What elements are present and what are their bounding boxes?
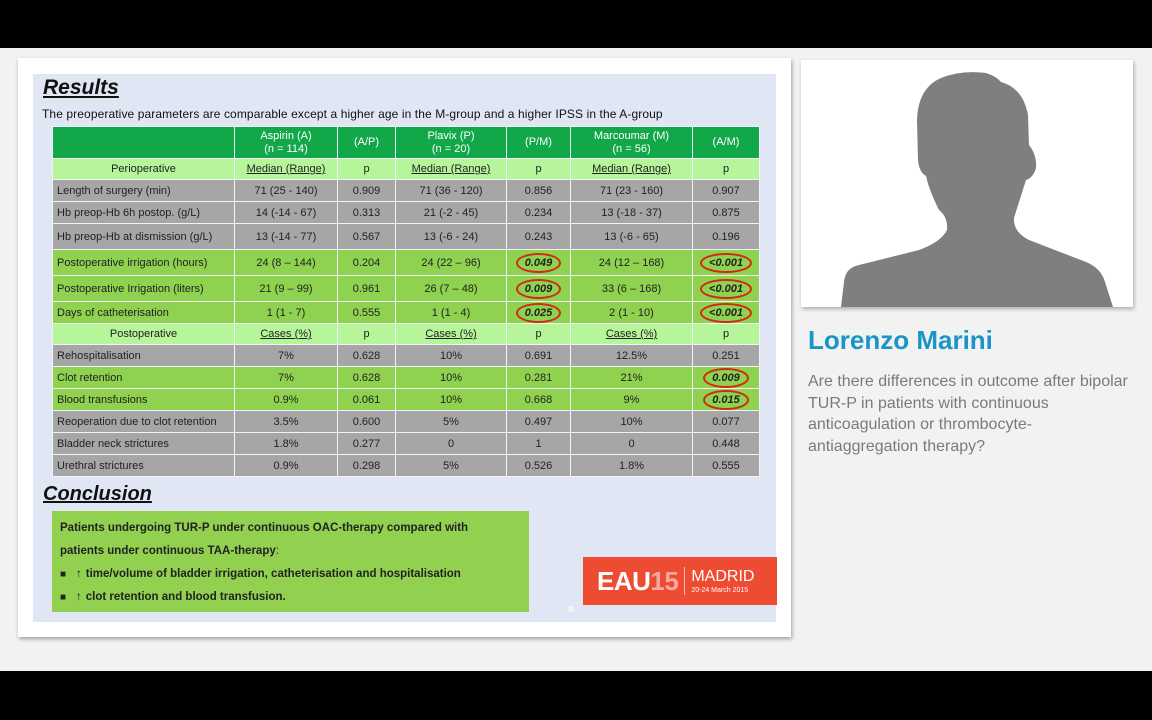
conclusion-bullet: ■ ↑ clot retention and blood transfusion. <box>60 586 529 609</box>
table-row: Blood transfusions 0.9% 0.061 10% 0.668 9% 0.015 <box>53 389 760 411</box>
person-silhouette-icon <box>801 60 1133 307</box>
slide-marker-icon <box>566 604 576 614</box>
table-row: Postoperative irrigation (hours) 24 (8 – 144) 0.204 24 (22 – 96) 0.049 24 (12 – 168) <0.001 <box>53 250 760 276</box>
bullet-icon: ■ <box>60 569 67 580</box>
significant-p-circle: <0.001 <box>704 282 748 296</box>
table-row: Postoperative Irrigation (liters) 21 (9 – 99) 0.961 26 (7 – 48) 0.009 33 (6 – 168) <0.001 <box>53 276 760 302</box>
table-row: Bladder neck strictures 1.8% 0.277 0 1 0 0.448 <box>53 433 760 455</box>
results-table <box>52 126 760 477</box>
header-empty <box>53 127 235 159</box>
significant-p-circle: 0.025 <box>520 306 558 320</box>
table-row: Urethral strictures 0.9% 0.298 5% 0.526 1.8% 0.555 <box>53 455 760 477</box>
significant-p-circle: 0.009 <box>707 371 745 385</box>
presentation-stage <box>0 48 1152 671</box>
up-arrow-icon: ↑ <box>76 591 82 603</box>
header-aspirin: Aspirin (A) (n = 114) <box>235 127 338 159</box>
table-row: Clot retention 7% 0.628 10% 0.281 21% 0.009 <box>53 367 760 389</box>
header-pm: (P/M) <box>507 127 571 159</box>
conclusion-bullet: ■ ↑ time/volume of bladder irrigation, catheterisation and hospitalisation <box>60 563 529 586</box>
speaker-name: Lorenzo Marini <box>808 325 993 355</box>
conclusion-intro: Patients undergoing TUR-P under continuous OAC-therapy compared with patients under continuous TAA-therapy: <box>60 522 469 557</box>
bullet-icon: ■ <box>60 592 67 603</box>
significant-p-circle: <0.001 <box>704 256 748 270</box>
table-row: Rehospitalisation 7% 0.628 10% 0.691 12.5% 0.251 <box>53 345 760 367</box>
eau15-madrid-logo: EAU 15 MADRID 20-24 March 2015 <box>583 557 777 605</box>
header-am: (A/M) <box>693 127 760 159</box>
significant-p-circle: 0.015 <box>707 393 745 407</box>
conclusion-bullets <box>60 563 529 609</box>
speaker-avatar <box>801 60 1133 307</box>
table-header-row <box>53 127 760 159</box>
significant-p-circle: 0.009 <box>520 282 558 296</box>
slide <box>33 74 776 622</box>
table-row: Hb preop-Hb at dismission (g/L) 13 (-14 - 77) 0.567 13 (-6 - 24) 0.243 13 (-6 - 65) 0.196 <box>53 224 760 250</box>
results-heading: Results <box>43 76 119 99</box>
table-row: Days of catheterisation 1 (1 - 7) 0.555 1 (1 - 4) 0.025 2 (1 - 10) <0.001 <box>53 302 760 324</box>
slide-frame <box>18 58 791 637</box>
perioperative-subheader: Perioperative Median (Range) p Median (Range) p Median (Range) p <box>53 159 760 180</box>
conclusion-box <box>52 511 529 612</box>
header-ap: (A/P) <box>338 127 396 159</box>
table-row: Reoperation due to clot retention 3.5% 0.600 5% 0.497 10% 0.077 <box>53 411 760 433</box>
postoperative-subheader: Postoperative Cases (%) p Cases (%) p Cases (%) p <box>53 324 760 345</box>
header-plavix: Plavix (P) (n = 20) <box>396 127 507 159</box>
up-arrow-icon: ↑ <box>76 568 82 580</box>
significant-p-circle: 0.049 <box>520 256 558 270</box>
table-row: Length of surgery (min) 71 (25 - 140) 0.909 71 (36 - 120) 0.856 71 (23 - 160) 0.907 <box>53 180 760 202</box>
significant-p-circle: <0.001 <box>704 306 748 320</box>
results-subtitle: The preoperative parameters are comparable except a higher age in the M-group and a higher IPSS in the A-group <box>42 107 663 121</box>
speaker-topic: Are there differences in outcome after bipolar TUR-P in patients with continuous anticoagulation or thrombocyte-antiaggregation therapy? <box>808 373 1128 455</box>
header-marcoumar: Marcoumar (M) (n = 56) <box>571 127 693 159</box>
logo-divider <box>684 567 685 595</box>
conclusion-heading: Conclusion <box>43 483 152 505</box>
table-row: Hb preop-Hb 6h postop. (g/L) 14 (-14 - 67) 0.313 21 (-2 - 45) 0.234 13 (-18 - 37) 0.875 <box>53 202 760 224</box>
